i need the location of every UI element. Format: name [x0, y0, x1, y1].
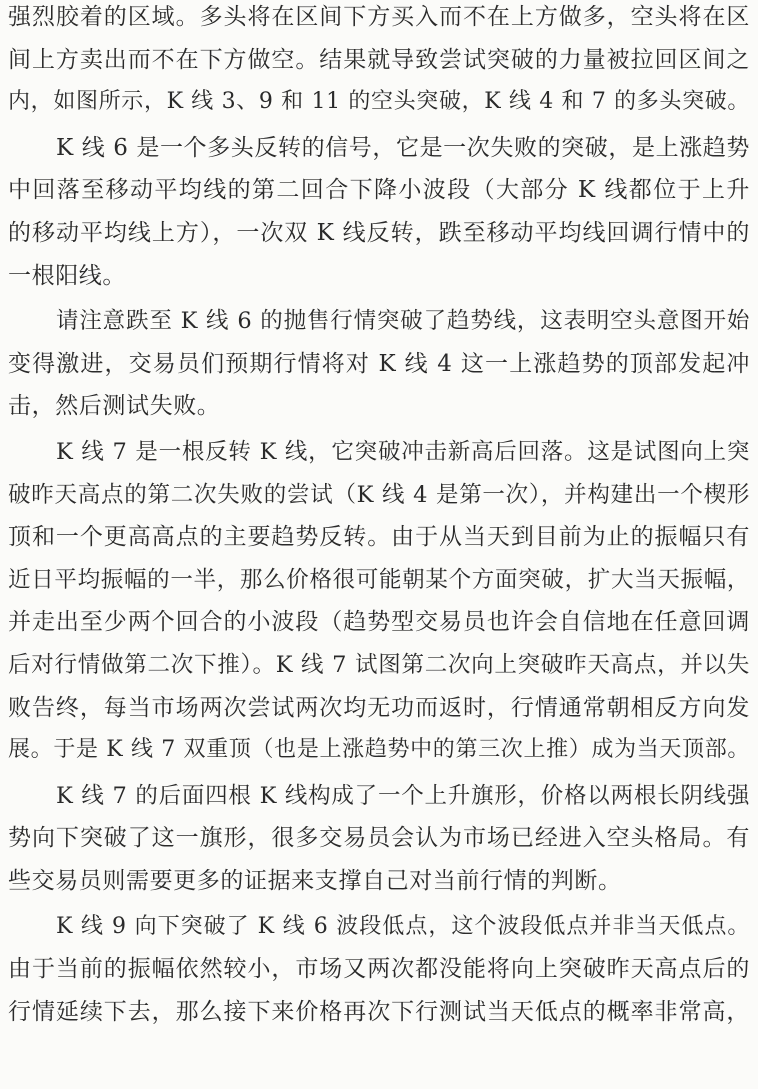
text-line: 势向下突破了这一旗形，很多交易员会认为市场已经进入空头格局。有	[8, 825, 750, 851]
text-line: 中回落至移动平均线的第二回合下降小波段（大部分 K 线都位于上升	[8, 177, 750, 203]
text-line: K 线 7 是一根反转 K 线，它突破冲击新高后回落。这是试图向上突	[56, 439, 750, 465]
text-line: 并走出至少两个回合的小波段（趋势型交易员也许会自信地在任意回调	[8, 609, 750, 635]
text-line: 击，然后测试失败。	[8, 393, 221, 419]
text-line: 展。于是 K 线 7 双重顶（也是上涨趋势中的第三次上推）成为当天顶部。	[8, 737, 750, 762]
text-line: 一根阳线。	[8, 263, 126, 289]
text-line: 间上方卖出而不在下方做空。结果就导致尝试突破的力量被拉回区间之	[8, 47, 750, 73]
text-line: K 线 9 向下突破了 K 线 6 波段低点，这个波段低点并非当天低点。	[56, 914, 750, 939]
text-line: 些交易员则需要更多的证据来支撑自己对当前行情的判断。	[8, 868, 622, 894]
text-line: 由于当前的振幅依然较小，市场又两次都没能将向上突破昨天高点后的	[8, 956, 750, 982]
text-line: K 线 6 是一个多头反转的信号，它是一次失败的突破，是上涨趋势	[56, 135, 750, 161]
text-line: K 线 7 的后面四根 K 线构成了一个上升旗形，价格以两根长阴线强	[56, 783, 750, 809]
text-line: 近日平均振幅的一半，那么价格很可能朝某个方面突破，扩大当天振幅，	[8, 567, 750, 593]
text-line: 变得激进，交易员们预期行情将对 K 线 4 这一上涨趋势的顶部发起冲	[8, 351, 750, 377]
text-line: 破昨天高点的第二次失败的尝试（K 线 4 是第一次），并构建出一个楔形	[8, 482, 750, 508]
text-line: 顶和一个更高高点的主要趋势反转。由于从当天到目前为止的振幅只有	[8, 524, 750, 550]
text-line: 请注意跌至 K 线 6 的抛售行情突破了趋势线，这表明空头意图开始	[56, 308, 750, 334]
text-line: 强烈胶着的区域。多头将在区间下方买入而不在上方做多，空头将在区	[8, 4, 750, 30]
text-line: 行情延续下去，那么接下来价格再次下行测试当天低点的概率非常高，	[8, 999, 750, 1025]
text-line: 败告终，每当市场两次尝试两次均无功而返时，行情通常朝相反方向发	[8, 695, 750, 721]
text-line: 的移动平均线上方），一次双 K 线反转，跌至移动平均线回调行情中的	[8, 220, 750, 246]
text-line: 后对行情做第二次下推）。K 线 7 试图第二次向上突破昨天高点，并以失	[8, 652, 750, 678]
text-line: 内，如图所示，K 线 3、9 和 11 的空头突破，K 线 4 和 7 的多头突破。	[8, 89, 750, 114]
